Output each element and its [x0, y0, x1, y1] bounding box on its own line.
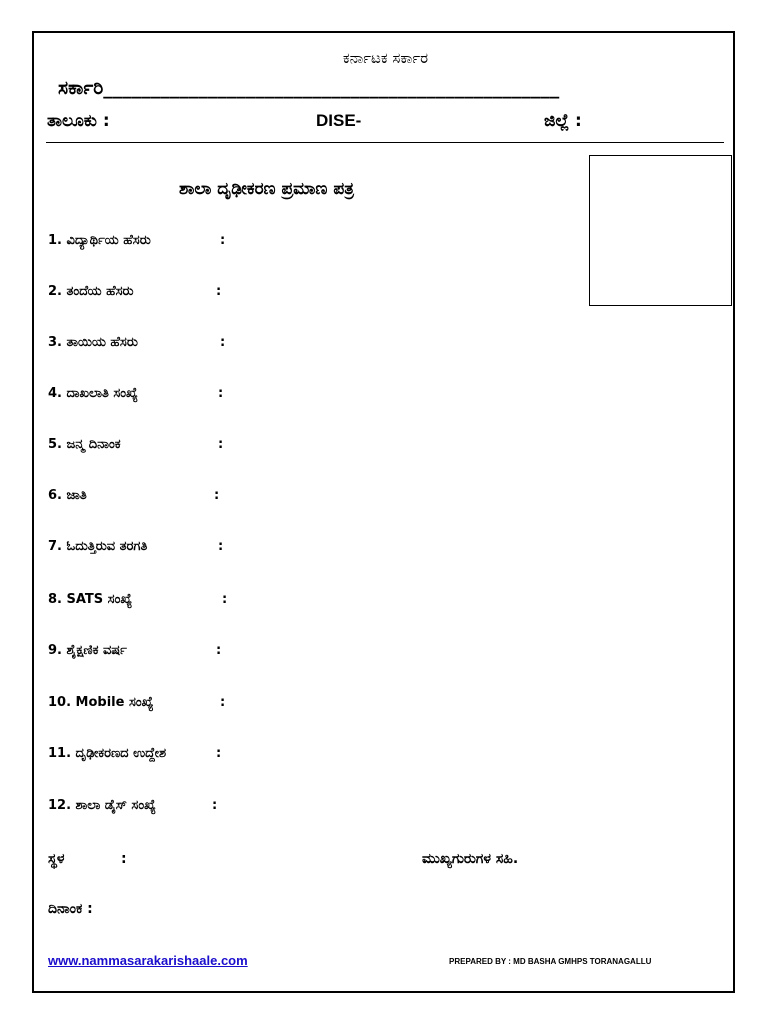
form-field-label: 12. ಶಾಲಾ ಡೈಸ್ ಸಂಖ್ಯೆ: [48, 798, 156, 813]
certificate-title: ಶಾಲಾ ದೃಢೀಕರಣ ಪ್ರಮಾಣ ಪತ್ರ: [179, 179, 354, 199]
form-field-label: 8. SATS ಸಂಖ್ಯೆ: [48, 592, 133, 607]
form-field-label: 11. ದೃಢೀಕರಣದ ಉದ್ದೇಶ: [48, 746, 167, 761]
form-field-colon: :: [220, 335, 226, 350]
form-field-colon: :: [212, 798, 218, 813]
form-field-label: 4. ದಾಖಲಾತಿ ಸಂಖ್ಯೆ: [48, 386, 138, 401]
form-field-label: 2. ತಂದೆಯ ಹೆಸರು: [48, 284, 134, 299]
office-name-line: ಸರ್ಕಾರಿ________________________________________________: [58, 77, 560, 99]
headmaster-signature-label: ಮುಖ್ಯಗುರುಗಳ ಸಹಿ.: [422, 851, 519, 867]
form-field-colon: :: [216, 284, 222, 299]
form-field-colon: :: [214, 488, 220, 503]
form-field-label: 7. ಓದುತ್ತಿರುವ ತರಗತಿ: [48, 539, 148, 554]
place-label: ಸ್ಥಳ: [48, 851, 65, 867]
form-field-label: 10. Mobile ಸಂಖ್ಯೆ: [48, 695, 154, 710]
header-divider: [46, 142, 724, 143]
date-label: ದಿನಾಂಕ :: [48, 901, 93, 917]
photo-box: [589, 155, 732, 306]
form-field-colon: :: [222, 592, 228, 607]
form-field-label: 3. ತಾಯಿಯ ಹೆಸರು: [48, 335, 138, 350]
place-colon: :: [121, 851, 127, 867]
taluk-label: ತಾಲೂಕು :: [47, 111, 110, 131]
form-field-label: 6. ಜಾತಿ: [48, 488, 87, 503]
form-field-colon: :: [218, 386, 224, 401]
government-heading: ಕರ್ನಾಟಕ ಸರ್ಕಾರ: [342, 49, 429, 67]
form-field-colon: :: [218, 539, 224, 554]
website-link[interactable]: www.nammasarakarishaale.com: [48, 953, 248, 968]
form-field-label: 5. ಜನ್ಮ ದಿನಾಂಕ: [48, 437, 121, 452]
form-field-colon: :: [220, 233, 226, 248]
form-field-colon: :: [218, 437, 224, 452]
form-field-colon: :: [220, 695, 226, 710]
form-field-label: 9. ಶೈಕ್ಷಣಿಕ ವರ್ಷ: [48, 643, 127, 658]
prepared-by-credit: PREPARED BY : MD BASHA GMHPS TORANAGALLU: [449, 957, 652, 966]
form-field-colon: :: [216, 643, 222, 658]
certificate-frame: [32, 31, 735, 993]
form-field-colon: :: [216, 746, 222, 761]
district-label: ಜಿಲ್ಲೆ :: [544, 111, 582, 131]
dise-label: DISE-: [316, 111, 362, 130]
form-field-label: 1. ವಿದ್ಯಾರ್ಥಿಯ ಹೆಸರು: [48, 233, 151, 248]
